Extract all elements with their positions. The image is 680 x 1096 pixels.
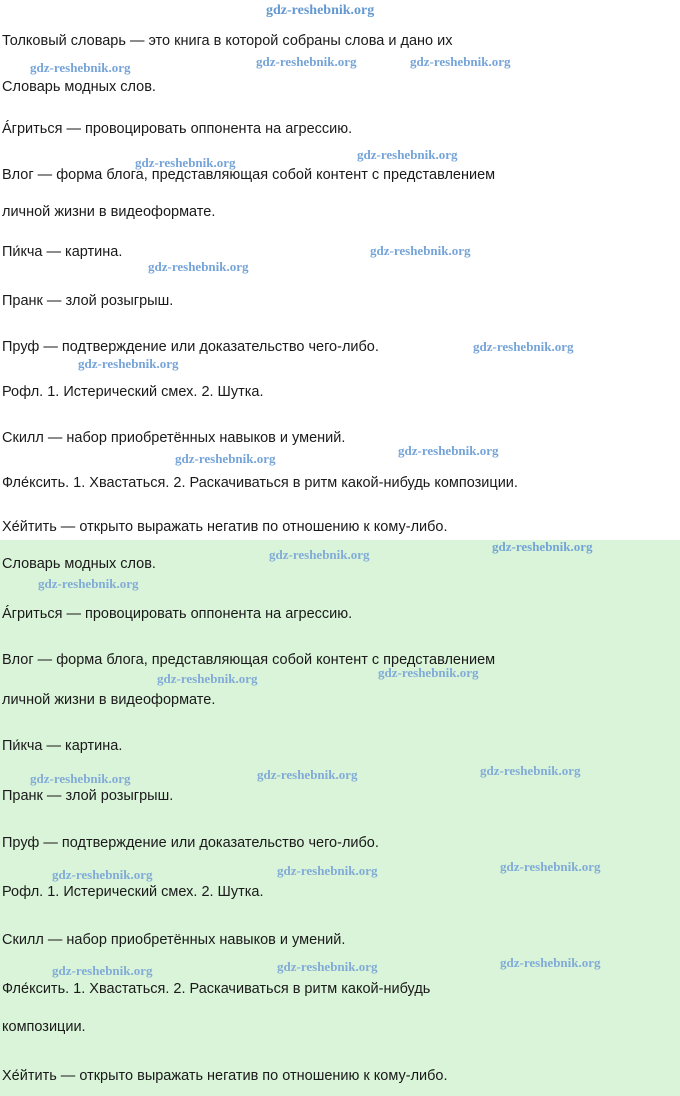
watermark-text: gdz-reshebnik.org <box>269 547 370 562</box>
text-line: Пруф — подтверждение или доказательство чего-либо. <box>2 339 379 355</box>
text-line: Áгриться — провоцировать оппонента на агрессию. <box>2 606 353 622</box>
text-line: личной жизни в видеоформате. <box>2 692 216 708</box>
watermark-text: gdz-reshebnik.org <box>30 771 131 786</box>
text-line: Хе́йтить — открыто выражать негатив по отношению к кому-либо. <box>2 519 448 535</box>
text-line: Пи́кча — картина. <box>2 738 123 754</box>
watermark-text: gdz-reshebnik.org <box>500 859 601 874</box>
watermark-text: gdz-reshebnik.org <box>473 339 574 354</box>
text-line: Фле́ксить. 1. Хвастаться. 2. Раскачиваться в ритм какой-нибудь <box>2 981 431 997</box>
text-line: Пранк — злой розыгрыш. <box>2 293 174 309</box>
watermark-text: gdz-reshebnik.org <box>378 665 479 680</box>
watermark-text: gdz-reshebnik.org <box>257 767 358 782</box>
bottom-section <box>0 540 680 1096</box>
text-line: Скилл — набор приобретённых навыков и умений. <box>2 430 346 446</box>
text-line: Рофл. 1. Истерический смех. 2. Шутка. <box>2 884 264 900</box>
top-section <box>0 0 680 540</box>
text-line: Хе́йтить — открыто выражать негатив по отношению к кому-либо. <box>2 1068 448 1084</box>
watermark-text: gdz-reshebnik.org <box>175 451 276 466</box>
text-line: композиции. <box>2 1019 86 1035</box>
watermark-text: gdz-reshebnik.org <box>38 576 139 591</box>
watermark-text: gdz-reshebnik.org <box>52 963 153 978</box>
watermark-text: gdz-reshebnik.org <box>148 259 249 274</box>
watermark-text: gdz-reshebnik.org <box>370 243 471 258</box>
watermark-text: gdz-reshebnik.org <box>157 671 258 686</box>
text-line: Влог — форма блога, представляющая собой контент с представлением <box>2 167 496 183</box>
watermark-text: gdz-reshebnik.org <box>78 356 179 371</box>
text-line: Словарь модных слов. <box>2 556 156 572</box>
text-line: Пранк — злой розыгрыш. <box>2 788 174 804</box>
watermark-text: gdz-reshebnik.org <box>492 539 593 554</box>
text-line: Скилл — набор приобретённых навыков и умений. <box>2 932 346 948</box>
text-line: Пруф — подтверждение или доказательство чего-либо. <box>2 835 379 851</box>
text-line: Толковый словарь — это книга в которой собраны слова и дано их <box>2 33 453 49</box>
watermark-text: gdz-reshebnik.org <box>52 867 153 882</box>
text-line: Рофл. 1. Истерический смех. 2. Шутка. <box>2 384 264 400</box>
watermark-text: gdz-reshebnik.org <box>266 3 375 18</box>
text-line: Словарь модных слов. <box>2 79 156 95</box>
watermark-text: gdz-reshebnik.org <box>30 60 131 75</box>
text-line: Áгриться — провоцировать оппонента на агрессию. <box>2 121 353 137</box>
text-line: Влог — форма блога, представляющая собой контент с представлением <box>2 652 496 668</box>
watermark-text: gdz-reshebnik.org <box>256 54 357 69</box>
watermark-text: gdz-reshebnik.org <box>277 959 378 974</box>
watermark-text: gdz-reshebnik.org <box>357 147 458 162</box>
watermark-text: gdz-reshebnik.org <box>398 443 499 458</box>
watermark-text: gdz-reshebnik.org <box>135 155 236 170</box>
text-line: личной жизни в видеоформате. <box>2 204 216 220</box>
watermark-text: gdz-reshebnik.org <box>500 955 601 970</box>
text-line: Фле́ксить. 1. Хвастаться. 2. Раскачиваться в ритм какой-нибудь композиции. <box>2 475 518 491</box>
watermark-text: gdz-reshebnik.org <box>410 54 511 69</box>
text-line: Пи́кча — картина. <box>2 244 123 260</box>
watermark-text: gdz-reshebnik.org <box>480 763 581 778</box>
watermark-text: gdz-reshebnik.org <box>277 863 378 878</box>
